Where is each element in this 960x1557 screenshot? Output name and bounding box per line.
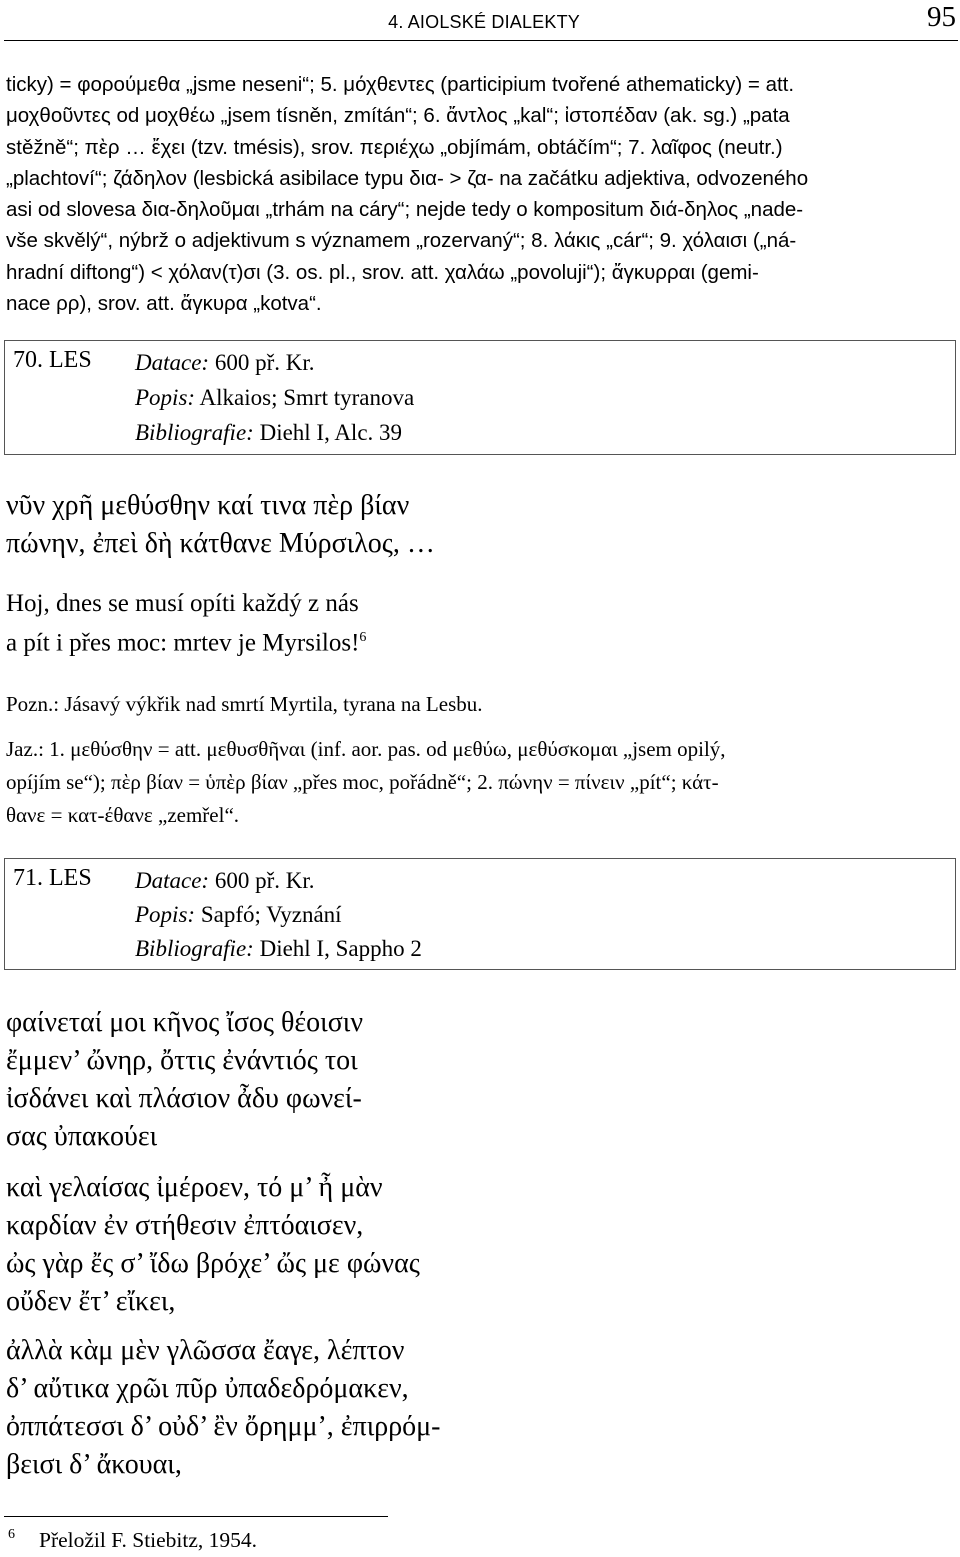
greek-verse — [6, 490, 956, 566]
language-note-line: Jaz.: 1. μεθύσθην = att. μεθυσθῆναι (inf. aor. pas. od μεθύω, μεθύσκομαι „jsem opilý, — [6, 737, 726, 761]
translation-text: a pít i přes moc: mrtev je Myrsilos! — [6, 629, 360, 657]
bibliography-label: Bibliografie: — [135, 936, 254, 961]
verse-line: καρδίαν ἐν στήθεσιν ἐπτόαισεν, — [6, 1210, 364, 1241]
commentary-paragraph — [6, 69, 956, 319]
entry-number: 70. LES — [13, 347, 92, 373]
running-head: 4. AIOLSKÉ DIALEKTY — [388, 12, 580, 32]
page-number: 95 — [927, 1, 956, 33]
verse-line: βεισι δ’ ἄκουαι, — [6, 1449, 182, 1480]
description-label: Popis: — [135, 385, 196, 410]
note-text: Jásavý výkřik nad smrtí Myrtila, tyrana na Lesbu. — [64, 692, 483, 716]
date-field — [135, 350, 315, 376]
commentary-line: nace ρρ), srov. att. ἄγκυρα „kotva“. — [6, 292, 322, 316]
entry-number: 71. LES — [13, 865, 92, 891]
entry-70-infobox — [4, 340, 956, 455]
bibliography-value: Diehl I, Alc. 39 — [259, 420, 403, 445]
verse-line: φαίνεταί μοι κῆνος ἴσος θέοισιν — [6, 1007, 363, 1038]
language-note-line: opíjím se“); πὲρ βίαν = ὑπὲρ βίαν „přes moc, pořádně“; 2. πώνην = πίνειν „pít“; κάτ- — [6, 770, 719, 794]
commentary-line: ticky) = φορούμεθα „jsme neseni“; 5. μόχθεντες (participium tvořené athematicky) = att. — [6, 73, 795, 96]
note-label: Pozn.: — [6, 692, 60, 716]
commentary-line: stěžně“; πὲρ … ἔχει (tzv. tmésis), srov. περιέχω „objímám, obtáčím“; 7. λαῖφος (neutr.) — [6, 135, 783, 159]
translation-verse — [6, 588, 956, 656]
bibliography-value: Diehl I, Sappho 2 — [259, 936, 422, 961]
verse-line: ἀλλὰ κὰμ μὲν γλῶσσα ἔαγε, λέπτον — [6, 1335, 405, 1366]
footnote-text: Přeložil F. Stiebitz, 1954. — [39, 1528, 258, 1552]
commentary-line: vše skvělý“, nýbrž o adjektivum s významem „rozervaný“; 8. λάκις „cár“; 9. χόλαισι („ná- — [6, 229, 797, 253]
entry-71-infobox — [4, 858, 956, 970]
note-line — [6, 692, 956, 717]
verse-line: δ’ αὔτικα χρῶι πῦρ ὐπαδεδρόμακεν, — [6, 1373, 409, 1404]
date-value: 600 př. Kr. — [214, 350, 315, 375]
date-label: Datace: — [135, 868, 210, 893]
date-label: Datace: — [135, 350, 210, 375]
stanza — [6, 1335, 956, 1487]
verse-line: νῦν χρῆ μεθύσθην καί τινα πὲρ βίαν — [6, 490, 410, 521]
verse-line: ὠς γὰρ ἔς σ’ ἴδω βρόχε’ ὤς με φώνας — [6, 1248, 420, 1279]
page-header — [4, 0, 958, 41]
date-value: 600 př. Kr. — [214, 868, 315, 893]
verse-line: σας ὐπακούει — [6, 1121, 158, 1152]
description-value: Sapfó; Vyznání — [200, 902, 342, 927]
translation-line — [6, 622, 956, 656]
date-field — [135, 868, 315, 894]
footnote — [8, 1527, 257, 1553]
language-notes — [6, 737, 956, 836]
description-value: Alkaios; Smrt tyranova — [199, 385, 415, 410]
verse-line: ἔμμεν’ ὤνηρ, ὄττις ἐνάντιός τοι — [6, 1045, 358, 1076]
bibliography-label: Bibliografie: — [135, 420, 254, 445]
footnote-rule — [4, 1516, 388, 1517]
commentary-line: „plachtoví“; ζάδηλον (lesbická asibilace typu δια- > ζα- na začátku adjektiva, odvozeného — [6, 166, 809, 190]
commentary-line: asi od slovesa δια-δηλοῦμαι „trhám na cáry“; nejde tedy o kompositum διά-δηλος „nade- — [6, 198, 804, 222]
footnote-reference: 6 — [359, 630, 367, 645]
commentary-line: hradní diftong“) < χόλαν(τ)σι (3. os. pl., srov. att. χαλάω „povoluji“); ἄγκυρραι (gemi- — [6, 260, 759, 284]
verse-line: ἰσδάνει καὶ πλάσιον ἆδυ φωνεί- — [6, 1083, 362, 1114]
commentary-line: μοχθοῦντες od μοχθέω „jsem tísněn, zmítán“; 6. ἄντλος „kal“; ἰστοπέδαν (ak. sg.) „pata — [6, 104, 790, 128]
verse-line: ὀππάτεσσι δ’ οὐδ’ ἒν ὄρημμ’, ἐπιρρόμ- — [6, 1411, 441, 1442]
bibliography-field — [135, 936, 422, 962]
translation-line: Hoj, dnes se musí opíti každý z nás — [6, 590, 359, 617]
language-note-line: θανε = κατ-έθανε „zemřel“. — [6, 803, 240, 827]
description-field — [135, 902, 342, 928]
verse-line: πώνην, ἐπεὶ δὴ κάτθανε Μύρσιλος, … — [6, 528, 435, 559]
stanza — [6, 1007, 956, 1159]
description-field — [135, 385, 414, 411]
description-label: Popis: — [135, 902, 196, 927]
verse-line: καὶ γελαίσας ἰμέροεν, τό μ’ ἦ μὰν — [6, 1172, 383, 1203]
bibliography-field — [135, 420, 402, 446]
footnote-mark: 6 — [8, 1527, 15, 1542]
verse-line: οὔδεν ἔτ’ εἴκει, — [6, 1286, 176, 1317]
stanza — [6, 1172, 956, 1324]
